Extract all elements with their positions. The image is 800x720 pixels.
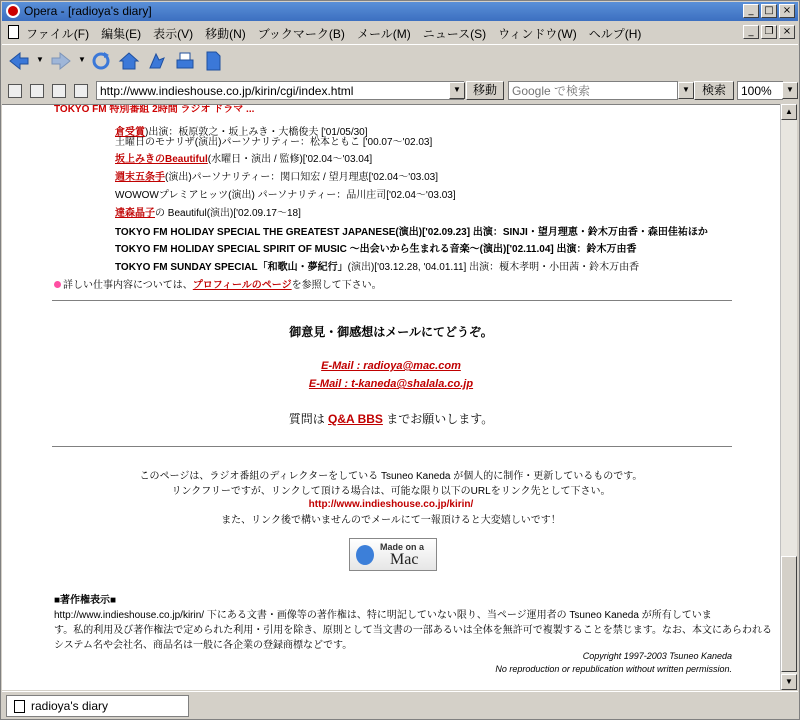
zoom-dropdown[interactable]: ▼	[782, 82, 798, 99]
page-tab[interactable]	[6, 695, 189, 717]
mdi-restore-button[interactable]: ❐	[761, 25, 777, 39]
copyright-text-2: す。私的利用及び著作権法で定められた利用・引用を除き、原則として当文書の一部あるいは全体を無許可で複製することを禁じます。なお、本文にあらわれる	[54, 625, 772, 636]
reload-icon[interactable]	[90, 50, 112, 72]
home-icon[interactable]	[118, 50, 140, 72]
question-text: 質問は	[288, 412, 329, 426]
email-link-2[interactable]: E-Mail : t-kaneda@shalala.co.jp	[308, 378, 474, 390]
divider	[52, 300, 732, 301]
bullet-icon	[54, 281, 61, 288]
copyright-title: ■著作権表示■	[54, 595, 117, 606]
about-text-2: リンクフリーですが、リンクして頂ける場合は、可能な限り以下のURLをリンク先として下さい。	[171, 486, 611, 497]
scroll-thumb[interactable]	[781, 556, 797, 672]
search-engine-dropdown[interactable]: ▼	[678, 82, 694, 99]
program-text-2: 土曜日のモナリザ(演出)パーソナリティー：松本ともこ ['00.07～'02.03]	[115, 137, 433, 148]
qa-bbs-link[interactable]: Q&A BBS	[328, 412, 383, 426]
badge-made-text: Made on a	[380, 542, 425, 552]
program-text-1: )出演：板原敦之・坂上みき・大橋俊夫 ['01/05/30]	[145, 127, 368, 138]
menu-navigate[interactable]: 移動(N)	[205, 27, 246, 41]
minimize-button[interactable]: _	[743, 4, 759, 18]
menu-file[interactable]: ファイル(F)	[26, 27, 90, 41]
menu-mail[interactable]: メール(M)	[356, 27, 411, 41]
menu-view[interactable]: 表示(V)	[153, 27, 194, 41]
document-icon	[8, 25, 19, 39]
print-icon[interactable]	[174, 50, 196, 72]
question-suffix: までお願いします。	[382, 412, 494, 426]
go-button[interactable]: 移動	[466, 81, 504, 100]
mdi-minimize-button[interactable]: _	[743, 25, 759, 39]
program-text-8: TOKYO FM HOLIDAY SPECIAL SPIRIT OF MUSIC ～出会いから生まれる音楽～(演出)['02.11.04] 出演：鈴木万由香	[115, 244, 637, 255]
cut-off-line: TOKYO FM 特別番組 2時間 ラジオ ドラマ ...	[54, 104, 255, 115]
document-icon	[14, 700, 25, 713]
status-bar	[2, 691, 798, 719]
program-text-4: (演出)パーソナリティー：関口知宏 / 望月理恵['02.04～'03.03]	[165, 172, 439, 183]
maximize-button[interactable]: □	[761, 4, 777, 18]
apple-logo-icon	[356, 545, 374, 565]
cookies-icon[interactable]	[30, 84, 44, 98]
address-bar	[2, 80, 798, 102]
zoom-input[interactable]	[737, 81, 783, 100]
print-preview-icon[interactable]	[52, 84, 66, 98]
profile-note-suffix: を参照して下さい。	[291, 280, 382, 291]
menu-help[interactable]: ヘルプ(H)	[588, 27, 642, 41]
contact-heading: 御意見・御感想はメールにてどうぞ。	[289, 325, 493, 339]
about-text-1: このページは、ラジオ番組のディレクターをしている Tsuneo Kaneda が個人的に制作・更新しているものです。	[139, 471, 643, 482]
search-button[interactable]: 検索	[694, 81, 734, 100]
forward-history-dropdown[interactable]: ▼	[78, 55, 86, 64]
program-text-6: の Beautiful(演出)['02.09.17～18]	[155, 208, 301, 219]
menu-bookmarks[interactable]: ブックマーク(B)	[257, 27, 345, 41]
page-content	[2, 104, 780, 690]
reproduction-notice: No reproduction or republication without written permission.	[495, 664, 732, 674]
copyright-notice: Copyright 1997-2003 Tsuneo Kaneda	[582, 651, 732, 661]
menu-bar	[2, 22, 798, 42]
copyright-text-1: http://www.indieshouse.co.jp/kirin/ 下にある文書・画像等の著作権は、特に明記していない限り、当ページ運用者の Tsuneo Kaneda が所有していま	[54, 610, 712, 621]
email-link-1[interactable]: E-Mail : radioya@mac.com	[321, 360, 461, 372]
navigation-toolbar	[2, 44, 798, 78]
site-url-link[interactable]: http://www.indieshouse.co.jp/kirin/	[308, 499, 474, 510]
program-link-3[interactable]: 坂上みきのBeautiful	[115, 154, 208, 165]
scroll-down-button[interactable]: ▼	[781, 674, 797, 690]
page-tab-label: radioya's diary	[31, 699, 108, 713]
about-text-3: また、リンク後で構いませんのでメールにて一報頂けると大変嬉しいです！	[221, 515, 561, 526]
close-button[interactable]: ×	[779, 4, 795, 18]
security-lock-icon[interactable]	[8, 84, 22, 98]
menu-edit[interactable]: 編集(E)	[101, 27, 142, 41]
divider	[52, 446, 732, 447]
back-history-dropdown[interactable]: ▼	[36, 55, 44, 64]
program-link-4[interactable]: 週末五条手	[115, 172, 165, 183]
scroll-up-button[interactable]: ▲	[781, 104, 797, 120]
forward-arrow-icon[interactable]	[50, 50, 72, 72]
url-dropdown[interactable]: ▼	[449, 82, 465, 99]
program-text-9b: (演出)['03.12.28, '04.01.11] 出演：榎木孝明・小田茜・鈴木万由香	[347, 262, 640, 273]
profile-note-text: 詳しい仕事内容については、	[63, 280, 193, 291]
page-icon[interactable]	[74, 84, 88, 98]
badge-mac-text: Mac	[390, 551, 419, 568]
made-on-a-mac-badge[interactable]	[349, 538, 437, 571]
program-text-5: WOWOWプレミアヒッツ(演出) パーソナリティー：品川庄司['02.04～'03.03]	[115, 190, 456, 201]
program-link-1[interactable]: 倉受賞	[115, 127, 145, 138]
mdi-close-button[interactable]: ×	[779, 25, 795, 39]
vertical-scrollbar[interactable]	[780, 104, 797, 690]
search-input[interactable]	[508, 81, 678, 100]
new-page-icon[interactable]	[202, 50, 224, 72]
menu-news[interactable]: ニュース(S)	[422, 27, 487, 41]
copyright-text-3: システム名や会社名、商品名は一般に各企業の登録商標などです。	[54, 640, 353, 651]
program-link-6[interactable]: 達森晶子	[115, 208, 155, 219]
program-text-7: TOKYO FM HOLIDAY SPECIAL THE GREATEST JAPANESE(演出)['02.09.23] 出演：SINJI・望月理恵・鈴木万由香・森田佳祐ほか	[115, 227, 708, 238]
program-text-3: (水曜日・演出 / 監修)['02.04～'03.04]	[207, 154, 373, 165]
back-arrow-icon[interactable]	[8, 50, 30, 72]
url-input[interactable]	[96, 81, 464, 100]
hotlist-icon[interactable]	[146, 50, 168, 72]
window-title: Opera - [radioya's diary]	[24, 4, 152, 18]
program-text-9a: TOKYO FM SUNDAY SPECIAL「和歌山・夢紀行」	[115, 262, 348, 273]
menu-window[interactable]: ウィンドウ(W)	[498, 27, 577, 41]
title-bar	[2, 2, 798, 21]
profile-link[interactable]: プロフィールのページ	[192, 280, 292, 291]
opera-logo-icon	[6, 4, 20, 18]
